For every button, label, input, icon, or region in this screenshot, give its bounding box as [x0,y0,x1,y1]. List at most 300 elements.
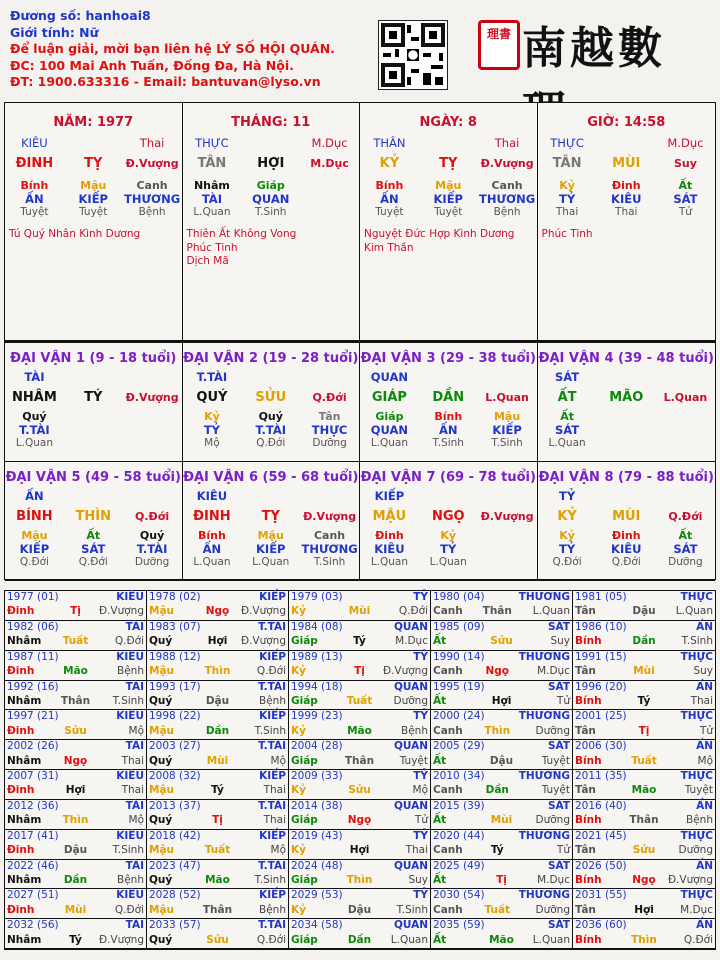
pillar-cell [538,103,716,341]
hidden-god [183,192,360,206]
pillar-top [360,136,537,150]
dai-van-top [183,370,360,384]
year-phase: Bệnh [259,903,286,916]
year-cell [289,651,431,681]
hidden-god-cell: QUAN [370,423,409,437]
year-phase: Thai [263,784,286,797]
year-branch: Tị [496,873,507,886]
hidden-stem-cell: Ất [560,410,574,423]
year-cell [5,591,147,621]
pillar-top-cell: M.Dục [667,136,704,150]
dai-van-cell [183,462,361,581]
st-label: M.Dục [310,157,349,170]
star-line: Phúc Tinh [186,241,238,254]
dai-van-top-cell: T.TÀI [196,370,228,384]
year-phase: Đ.Vượng [98,605,144,618]
dai-van-stem-branch [183,509,360,524]
hidden-god-cell: KIẾP [19,542,50,556]
hidden-god [183,542,360,556]
year-branch: Mão [205,873,230,886]
hidden-god-cell: KIÊU [374,542,405,556]
year-cell [431,830,573,860]
year-phase: M.Dục [680,903,713,916]
year-label: 2036 (60) [575,919,627,932]
pillar-stem-branch [183,156,360,171]
year-branch: Ngọ [205,605,230,618]
year-cell [573,621,715,651]
can-label: NHÂM [12,390,57,405]
year-stem: Quý [149,933,173,946]
hidden-god-cell: KIẾP [256,542,286,556]
hidden-stem-cell: Bính [198,529,226,542]
year-god: TÀI [125,620,144,633]
year-god: T.TÀI [258,799,286,812]
year-cell [573,919,715,949]
dai-van-cell [5,462,183,581]
year-stem: Tân [575,844,596,857]
hidden-stem [5,410,182,423]
dai-van-top [5,370,182,384]
hidden-phase-cell: Mộ [204,437,220,449]
year-stem: Đinh [7,784,35,797]
hidden-stem [183,529,360,542]
year-branch: Mùi [206,754,229,767]
year-stem: Mậu [149,784,175,797]
hidden-phase-cell: Bệnh [493,206,521,218]
year-label: 2025 (49) [433,859,485,872]
hidden-god-cell: KIẾP [78,192,108,206]
hidden-god [360,192,537,206]
year-branch: Mùi [348,605,371,618]
year-branch: Dần [347,933,372,946]
year-label: 2031 (55) [575,889,627,902]
hidden-phase-cell: T.Sinh [491,437,523,449]
hidden-stem-cell: Đinh [375,529,404,542]
year-stem: Mậu [149,724,175,737]
brand-logo [478,12,710,74]
pillar-top-cell: M.Dục [311,136,348,150]
year-god: TÀI [125,919,144,932]
hidden-phase-cell: Q.Đới [552,556,582,568]
year-cell [289,740,431,770]
year-label: 1997 (21) [7,710,59,723]
year-label: 2004 (28) [291,740,343,753]
year-label: 1989 (13) [291,650,343,663]
year-label: 2000 (24) [433,710,485,723]
hidden-stem-cell: Giáp [256,179,285,192]
hidden-phase [538,437,716,449]
year-branch: Thân [629,814,659,827]
can-label: ĐINH [15,156,54,171]
year-stem: Giáp [291,694,318,707]
dai-van-cell [360,343,538,462]
year-cell [431,651,573,681]
dai-van-title: ĐẠI VẬN 3 (29 - 38 tuổi) [360,351,536,366]
year-label: 1988 (12) [149,650,201,663]
contact-line: ĐT: 1900.633316 - Email: bantuvan@lyso.vn [10,74,321,89]
year-stem: Nhâm [7,933,42,946]
year-stem: Kỷ [291,784,306,797]
year-stem: Tân [575,784,596,797]
can-label: MẬU [372,509,407,524]
pillar-stars [183,228,360,269]
st-label: L.Quan [485,391,529,404]
hidden-stem-cell: Ất [678,529,693,542]
year-cell [5,830,147,860]
year-cell [431,740,573,770]
year-phase: L.Quan [532,933,570,946]
year-stem: Ất [433,754,447,767]
year-phase: Mộ [128,724,144,737]
year-cell [289,621,431,651]
hidden-phase-cell: Bệnh [138,206,166,218]
year-branch: Thân [202,903,233,916]
hidden-god-cell: TÀI [201,192,222,206]
hidden-stem [538,529,716,542]
year-cell [431,919,573,949]
hidden-phase [538,556,716,568]
year-phase: Mộ [270,844,286,857]
dai-van-top-cell: QUAN [370,370,409,384]
year-god: KIÊU [116,591,144,603]
year-phase: Tuyệt [399,754,428,767]
star-line: Nguyệt Đức Hợp Kình Dương [364,228,515,240]
year-phase: L.Quan [675,605,713,618]
hidden-stem-cell: Quý [258,410,283,423]
hidden-phase-cell: Q.Đới [78,556,108,568]
year-phase: Đ.Vượng [382,665,428,678]
year-phase: Thai [690,694,713,707]
dai-van-title: ĐẠI VẬN 7 (69 - 78 tuổi) [360,470,536,485]
year-stem: Nhâm [7,814,42,827]
pillar-top [538,136,716,150]
year-branch: Hợi [491,694,512,707]
year-branch: Thân [482,605,512,618]
dai-van-title: ĐẠI VẬN 1 (9 - 18 tuổi) [10,351,177,366]
year-cell [431,621,573,651]
dai-van-top [360,370,537,384]
year-god: TỶ [413,591,428,603]
year-label: 2027 (51) [7,889,59,902]
st-label: Đ.Vượng [125,157,179,170]
hidden-god [538,192,716,206]
year-god: TỶ [413,829,428,842]
year-branch: Hợi [65,784,86,797]
year-stem: Mậu [149,665,175,678]
year-branch: Sửu [490,635,513,648]
year-stem: Canh [433,665,463,678]
hidden-phase-cell: Tuyệt [434,206,463,218]
year-phase: M.Dục [395,635,428,648]
hidden-stem-cell: Mậu [80,179,107,192]
year-branch: Hợi [207,635,228,648]
year-phase: Dưỡng [535,814,570,827]
year-phase: Q.Đới [114,635,144,648]
hidden-stem [538,179,716,192]
hidden-god-cell: T.TÀI [136,542,168,556]
year-stem: Mậu [149,844,175,857]
brand-title: 南越數 [522,23,666,74]
year-cell [573,770,715,800]
year-branch: Dần [485,784,509,797]
year-stem: Quý [149,873,173,886]
hidden-stem-cell: Canh [313,529,346,542]
pillar-top-cell: THỰC [550,136,584,150]
st-label: Q.Đới [312,391,347,404]
year-phase: Mộ [412,784,428,797]
pillar-title: NĂM: 1977 [53,115,134,130]
year-god: TÀI [125,799,144,812]
pillar-top-cell: Thai [494,136,520,150]
dai-van-stem-branch [5,390,182,405]
year-label: 2007 (31) [7,770,59,782]
year-god: KIẾP [259,829,286,842]
pillar-stars [5,228,182,242]
year-god: QUAN [393,680,428,693]
hidden-god-cell: ẤN [438,423,458,437]
year-god: QUAN [393,859,428,872]
year-branch: Thìn [346,873,373,886]
year-god: ẤN [696,859,713,872]
year-cell [5,681,147,711]
year-branch: Mão [631,784,657,797]
hidden-phase-cell: L.Quan [370,437,409,449]
year-cell [431,800,573,830]
pillar-stars [360,228,537,255]
hidden-stem-cell: Quý [22,410,47,423]
year-god: ẤN [696,680,713,693]
year-stem: Kỷ [291,724,306,737]
year-branch: Tý [490,844,504,857]
year-god: ẤN [696,740,713,753]
year-phase: Mộ [128,814,144,827]
year-cell [573,681,715,711]
pillar-stem-branch [538,156,716,171]
year-branch: Sửu [206,933,229,946]
year-stem: Bính [575,933,602,946]
year-stem: Quý [149,694,173,707]
four-pillars-grid [4,102,716,342]
year-phase: L.Quan [390,933,428,946]
can-label: QUÝ [196,390,228,405]
hidden-god-cell: QUAN [252,192,290,206]
year-cell [147,740,289,770]
year-branch: Sửu [64,724,87,737]
header-line: Đương số: hanhoai8 [10,8,151,23]
year-branch: Dậu [489,754,514,767]
hidden-god [183,423,360,437]
year-phase: T.Sinh [254,873,286,886]
year-phase: T.Sinh [396,903,428,916]
year-god: SÁT [547,740,570,753]
chi-label: MÙI [612,156,641,171]
year-label: 2013 (37) [149,799,201,812]
year-stem: Canh [433,903,463,916]
year-stem: Bính [575,873,602,886]
year-god: SÁT [547,859,570,872]
st-label: L.Quan [663,391,708,404]
hidden-god [360,423,537,437]
hidden-phase [5,206,182,218]
year-cell [5,740,147,770]
dai-van-stem-branch [183,390,360,405]
chi-label: TỴ [439,156,458,171]
year-label: 2032 (56) [7,919,59,932]
year-phase: T.Sinh [112,694,144,707]
st-label: Đ.Vượng [480,157,534,170]
year-stem: Nhâm [7,754,42,767]
hidden-phase-cell: L.Quan [15,437,54,449]
year-label: 2026 (50) [575,859,627,872]
pillar-cell [360,103,538,341]
year-label: 1983 (07) [149,620,201,633]
year-stem: Kỷ [291,665,306,678]
hidden-god [5,423,182,437]
year-cell [289,919,431,949]
year-cell [147,889,289,919]
year-branch: Mùi [64,903,87,916]
year-stem: Nhâm [7,635,42,648]
year-phase: Thai [121,754,144,767]
year-label: 2009 (33) [291,770,343,782]
dai-van-grid [4,342,716,580]
hidden-god-cell: ẤN [380,192,399,206]
year-god: THƯƠNG [518,889,570,902]
dai-van-top [538,489,716,503]
hidden-god-cell: T.TÀI [255,423,287,437]
year-branch: Dậu [632,605,656,618]
dai-van-top-cell: SÁT [555,370,580,384]
year-phase: Đ.Vượng [98,933,144,946]
year-god: THƯƠNG [518,710,570,723]
dai-van-title: ĐẠI VẬN 6 (59 - 68 tuổi) [183,470,359,485]
year-phase: Bệnh [401,724,428,737]
chi-label: TỴ [84,156,103,171]
year-branch: Ngọ [632,873,656,886]
hidden-god-cell: SÁT [81,542,106,556]
pillar-top-cell: Thai [139,136,165,150]
hidden-stem-cell: Nhâm [193,179,230,192]
year-branch: Thìn [62,814,89,827]
year-label: 1984 (08) [291,620,343,633]
annual-luck-table [4,590,716,950]
year-label: 2017 (41) [7,829,59,842]
year-label: 1999 (23) [291,710,343,723]
year-stem: Ất [433,814,447,827]
year-god: SÁT [547,919,570,932]
dai-van-top [5,489,182,503]
year-phase: Q.Đới [256,933,286,946]
hidden-phase-cell: L.Quan [370,556,409,568]
year-label: 2011 (35) [575,770,627,782]
year-branch: Dần [632,635,656,648]
year-cell [5,621,147,651]
year-branch: Tý [637,694,651,707]
hidden-god-cell: KIÊU [611,542,642,556]
year-phase: L.Quan [532,605,570,618]
year-god: TỶ [413,889,428,902]
dai-van-top-cell: KIẾP [374,489,405,503]
year-god: THƯƠNG [518,829,570,842]
year-label: 2018 (42) [149,829,201,842]
year-phase: Suy [408,873,428,886]
year-cell [5,889,147,919]
year-branch: Tuất [204,844,231,857]
year-stem: Canh [433,724,463,737]
hidden-phase-cell: Dưỡng [312,437,347,449]
year-god: T.TÀI [258,859,286,872]
red-seal-icon: 理書 [478,20,520,70]
hidden-stem [5,179,182,192]
hidden-god-cell: KIÊU [611,192,642,206]
hidden-stem-cell: Ất [678,179,693,192]
year-cell [289,681,431,711]
year-stem: Giáp [291,933,318,946]
year-stem: Quý [149,635,173,648]
dai-van-top [538,370,716,384]
pillar-top-cell: THỰC [195,136,229,150]
contact-line: ĐC: 100 Mai Anh Tuấn, Đống Đa, Hà Nội. [10,57,294,73]
can-label: GIÁP [371,390,407,405]
year-phase: Bệnh [117,665,144,678]
year-phase: Tử [556,844,570,857]
hidden-phase [5,556,182,568]
hidden-phase-cell: T.Sinh [313,556,346,568]
hidden-stem-cell: Kỷ [204,410,220,423]
hidden-god [5,192,182,206]
year-label: 2023 (47) [149,859,201,872]
year-god: KIÊU [116,770,144,782]
hidden-stem [360,410,537,423]
year-label: 2005 (29) [433,740,485,753]
year-stem: Đinh [7,665,35,678]
hidden-god-cell: TỶ [440,542,457,556]
year-god: KIẾP [259,650,286,663]
year-branch: Ngọ [63,754,88,767]
chi-label: NGỌ [431,509,465,524]
year-stem: Tân [575,724,596,737]
year-cell [289,830,431,860]
hidden-stem-cell: Mậu [257,529,284,542]
year-branch: Thìn [631,933,657,946]
year-label: 1996 (20) [575,680,627,693]
hidden-god-cell: THƯƠNG [301,542,358,556]
year-stem: Giáp [291,635,318,648]
year-cell [5,770,147,800]
year-stem: Bính [575,694,602,707]
hidden-god [360,542,537,556]
year-cell [289,889,431,919]
st-label: Đ.Vượng [125,391,179,404]
hidden-phase [360,556,537,568]
can-label: TÂN [197,156,227,171]
year-cell [147,651,289,681]
year-branch: Tý [353,635,366,648]
year-branch: Mùi [490,814,513,827]
year-cell [573,740,715,770]
year-stem: Giáp [291,873,318,886]
year-phase: Suy [550,635,570,648]
hidden-phase-cell: Tuyệt [79,206,108,218]
year-god: KIÊU [116,650,144,663]
hidden-stem-cell: Kỷ [559,529,575,542]
dai-van-stem-branch [360,390,537,405]
hidden-phase-cell: T.Sinh [255,206,287,218]
year-label: 1993 (17) [149,680,201,693]
year-stem: Bính [575,814,602,827]
year-branch: Thìn [484,724,511,737]
st-label: Q.Đới [135,510,170,523]
